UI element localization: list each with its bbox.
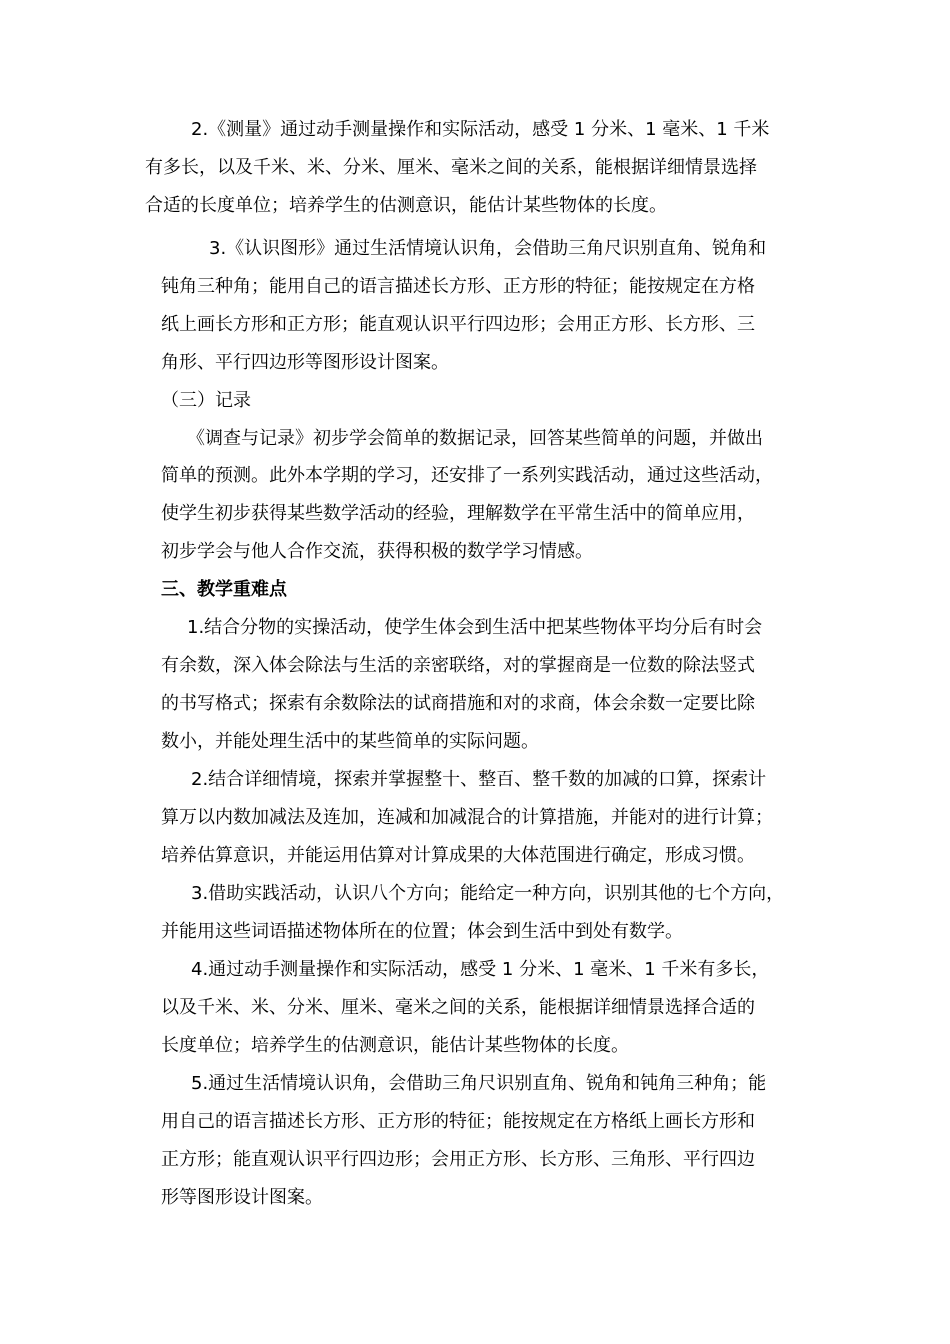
text-line: 以及千米、米、分米、厘米、毫米之间的关系，能根据详细情景选择合适的 — [161, 997, 755, 1018]
text-line: 的书写格式；探索有余数除法的试商措施和对的求商，体会余数一定要比除 — [161, 693, 755, 714]
text-line: 培养估算意识，并能运用估算对计算成果的大体范围进行确定，形成习惯。 — [161, 845, 755, 866]
section-heading: 三、教学重难点 — [161, 579, 287, 600]
text-line: 5.通过生活情境认识角，会借助三角尺识别直角、锐角和钝角三种角；能 — [191, 1073, 767, 1094]
text-line: 长度单位；培养学生的估测意识，能估计某些物体的长度。 — [161, 1035, 629, 1056]
text-line: 纸上画长方形和正方形；能直观认识平行四边形；会用正方形、长方形、三 — [161, 314, 755, 335]
text-line: 有余数，深入体会除法与生活的亲密联络，对的掌握商是一位数的除法竖式 — [161, 655, 755, 676]
text-line: 2.《测量》通过动手测量操作和实际活动，感受 1 分米、1 毫米、1 千米 — [191, 119, 770, 140]
text-line: 初步学会与他人合作交流，获得积极的数学学习情感。 — [161, 541, 593, 562]
text-line: 并能用这些词语描述物体所在的位置；体会到生活中到处有数学。 — [161, 921, 683, 942]
text-line: 用自己的语言描述长方形、正方形的特征；能按规定在方格纸上画长方形和 — [161, 1111, 755, 1132]
text-line: 3.借助实践活动，认识八个方向；能给定一种方向，识别其他的七个方向， — [191, 883, 785, 904]
text-line: 3.《认识图形》通过生活情境认识角，会借助三角尺识别直角、锐角和 — [209, 238, 767, 259]
text-line: 1.结合分物的实操活动，使学生体会到生活中把某些物体平均分后有时会 — [187, 617, 763, 638]
text-line: 简单的预测。此外本学期的学习，还安排了一系列实践活动，通过这些活动， — [161, 465, 773, 486]
text-line: 《调查与记录》初步学会简单的数据记录，回答某些简单的问题，并做出 — [187, 428, 763, 449]
text-line: 使学生初步获得某些数学活动的经验，理解数学在平常生活中的简单应用， — [161, 503, 755, 524]
text-line: 钝角三种角；能用自己的语言描述长方形、正方形的特征；能按规定在方格 — [161, 276, 755, 297]
text-line: 4.通过动手测量操作和实际活动，感受 1 分米、1 毫米、1 千米有多长， — [191, 959, 770, 980]
section-heading: （三）记录 — [161, 390, 251, 411]
text-line: 正方形；能直观认识平行四边形；会用正方形、长方形、三角形、平行四边 — [161, 1149, 755, 1170]
text-line: 合适的长度单位；培养学生的估测意识，能估计某些物体的长度。 — [145, 195, 667, 216]
text-line: 角形、平行四边形等图形设计图案。 — [161, 352, 449, 373]
text-line: 2.结合详细情境，探索并掌握整十、整百、整千数的加减的口算，探索计 — [191, 769, 767, 790]
text-line: 形等图形设计图案。 — [161, 1187, 323, 1208]
text-line: 算万以内数加减法及连加，连减和加减混合的计算措施，并能对的进行计算； — [161, 807, 773, 828]
text-line: 有多长，以及千米、米、分米、厘米、毫米之间的关系，能根据详细情景选择 — [145, 157, 757, 178]
text-line: 数小，并能处理生活中的某些简单的实际问题。 — [161, 731, 539, 752]
